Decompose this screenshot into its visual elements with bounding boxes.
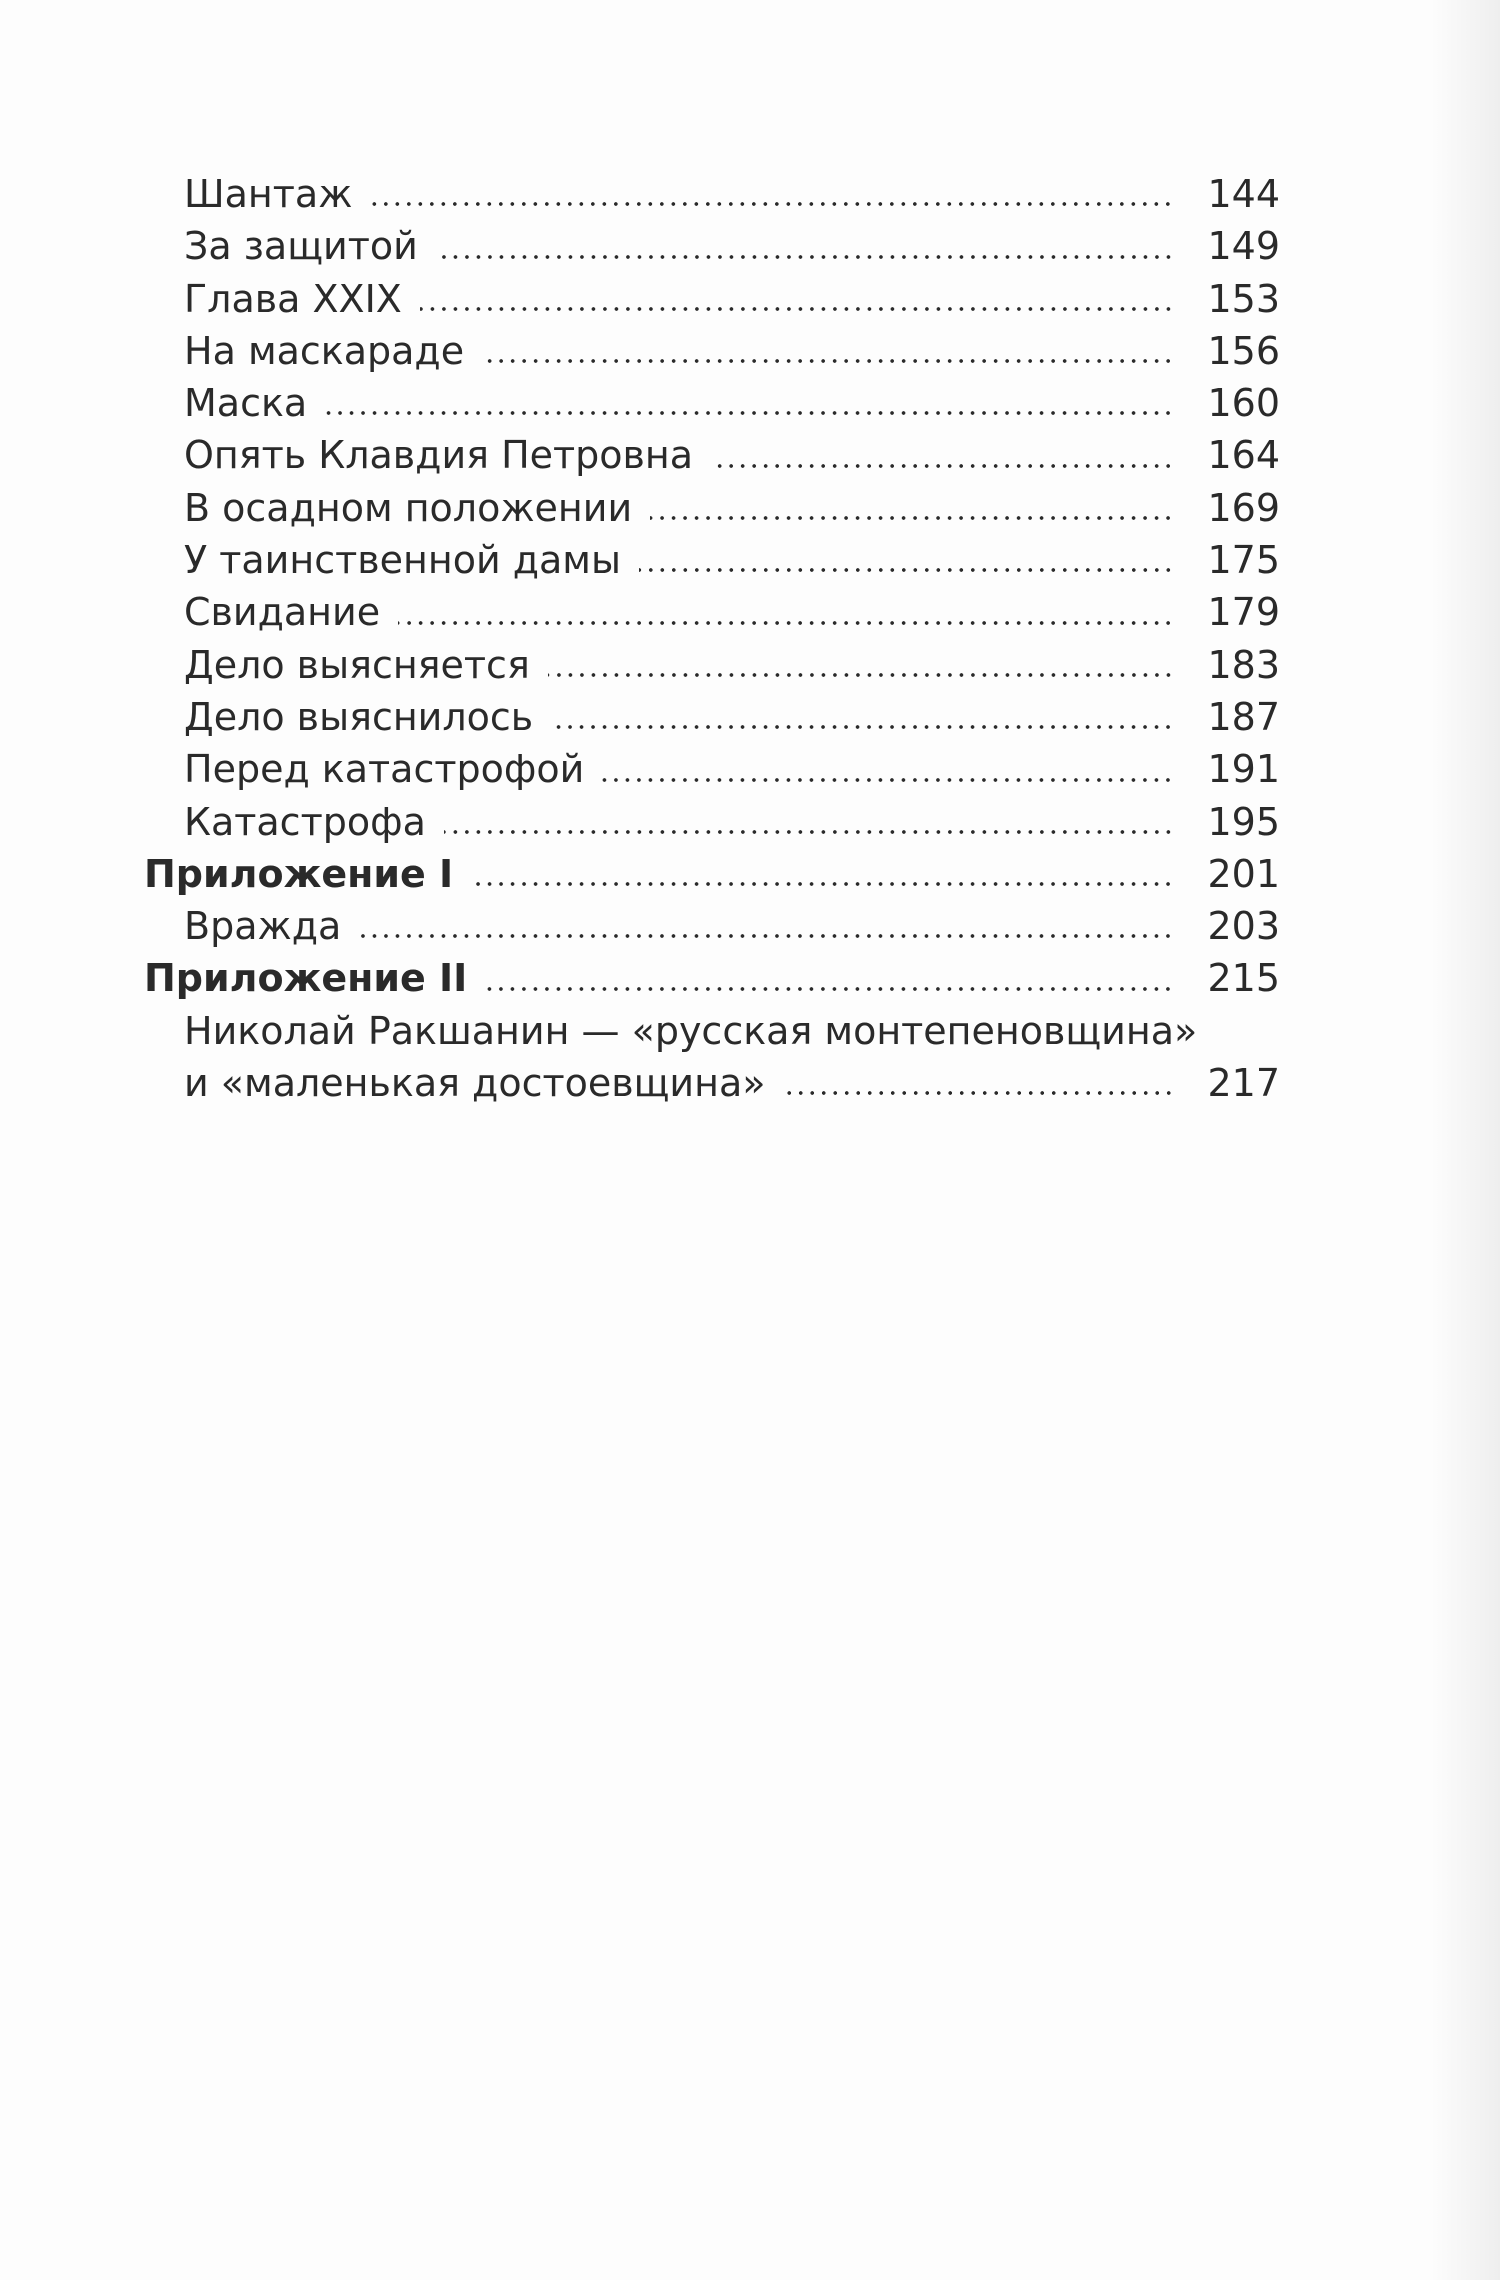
toc-entry-multiline bbox=[144, 1005, 1280, 1110]
toc-entry-page: 149 bbox=[1207, 224, 1280, 269]
dot-leader bbox=[784, 1088, 1174, 1098]
toc-entry-page: 144 bbox=[1207, 172, 1280, 216]
toc-entry bbox=[144, 900, 1280, 952]
dot-leader bbox=[420, 304, 1174, 314]
toc-entry-page: 153 bbox=[1207, 276, 1280, 321]
toc-entry bbox=[144, 168, 1280, 220]
toc-entry bbox=[144, 639, 1280, 691]
dot-leader bbox=[325, 408, 1174, 418]
dot-leader bbox=[398, 618, 1174, 628]
toc-entry-title: У таинственной дамы bbox=[184, 538, 621, 583]
toc-entry-page: 164 bbox=[1207, 433, 1280, 478]
toc-entry-page: 201 bbox=[1207, 851, 1280, 896]
toc-entry bbox=[144, 429, 1280, 481]
toc-section-title: Приложение I bbox=[144, 851, 454, 896]
toc-entry bbox=[144, 691, 1280, 743]
dot-leader bbox=[602, 775, 1174, 785]
dot-leader bbox=[471, 879, 1174, 889]
toc-entry-page: 187 bbox=[1207, 694, 1280, 739]
page-gutter-shadow bbox=[1430, 0, 1500, 2280]
table-of-contents bbox=[144, 168, 1280, 1109]
toc-entry-page: 156 bbox=[1207, 328, 1280, 373]
toc-entry-page: 175 bbox=[1207, 538, 1280, 583]
dot-leader bbox=[359, 931, 1174, 941]
toc-entry-title-line2: и «маленькая достоевщина» bbox=[184, 1061, 766, 1106]
toc-entry-page: 169 bbox=[1207, 485, 1280, 530]
dot-leader bbox=[548, 670, 1174, 680]
toc-entry bbox=[144, 325, 1280, 377]
dot-leader bbox=[444, 827, 1174, 837]
toc-entry-page: 195 bbox=[1207, 799, 1280, 844]
toc-entry-title: Катастрофа bbox=[184, 799, 426, 844]
toc-entry-page: 203 bbox=[1207, 904, 1280, 949]
toc-entry bbox=[144, 220, 1280, 272]
toc-entry-page: 183 bbox=[1207, 642, 1280, 687]
toc-entry bbox=[144, 273, 1280, 325]
toc-entry bbox=[144, 796, 1280, 848]
toc-entry-page: 217 bbox=[1207, 1061, 1280, 1106]
toc-entry-title: Шантаж bbox=[184, 172, 353, 216]
dot-leader bbox=[551, 722, 1174, 732]
dot-leader bbox=[370, 199, 1174, 209]
toc-entry-page: 179 bbox=[1207, 590, 1280, 635]
dot-leader bbox=[485, 984, 1174, 994]
toc-entry-title: За защитой bbox=[184, 224, 418, 269]
toc-entry bbox=[144, 743, 1280, 795]
toc-entry-page: 160 bbox=[1207, 381, 1280, 426]
toc-entry bbox=[144, 482, 1280, 534]
toc-entry-title: Опять Клавдия Петровна bbox=[184, 433, 694, 478]
toc-entry-title: Свидание bbox=[184, 590, 381, 635]
toc-entry-title: Маска bbox=[184, 381, 308, 426]
toc-entry-title: На маскараде bbox=[184, 328, 465, 373]
toc-entry-title: В осадном положении bbox=[184, 485, 633, 530]
toc-entry-title: Дело выяснилось bbox=[184, 694, 534, 739]
toc-section-title: Приложение II bbox=[144, 956, 468, 1001]
toc-entry-second-line bbox=[184, 1057, 1280, 1109]
dot-leader bbox=[639, 565, 1174, 575]
toc-section-entry bbox=[144, 848, 1280, 900]
toc-entry-page: 191 bbox=[1207, 747, 1280, 792]
toc-entry bbox=[144, 377, 1280, 429]
toc-entry-title: Глава XXIX bbox=[184, 276, 402, 321]
toc-entry-title-line1: Николай Ракшанин — «русская монтепеновщина» bbox=[184, 1008, 1198, 1053]
dot-leader bbox=[482, 356, 1174, 366]
toc-entry bbox=[144, 586, 1280, 638]
toc-entry-title: Вражда bbox=[184, 904, 342, 949]
toc-entry bbox=[144, 534, 1280, 586]
toc-entry-page: 215 bbox=[1207, 956, 1280, 1001]
dot-leader bbox=[711, 461, 1174, 471]
toc-section-entry bbox=[144, 952, 1280, 1004]
toc-entry-title: Перед катастрофой bbox=[184, 747, 585, 792]
dot-leader bbox=[650, 513, 1174, 523]
dot-leader bbox=[436, 252, 1174, 262]
toc-entry-title: Дело выясняется bbox=[184, 642, 530, 687]
